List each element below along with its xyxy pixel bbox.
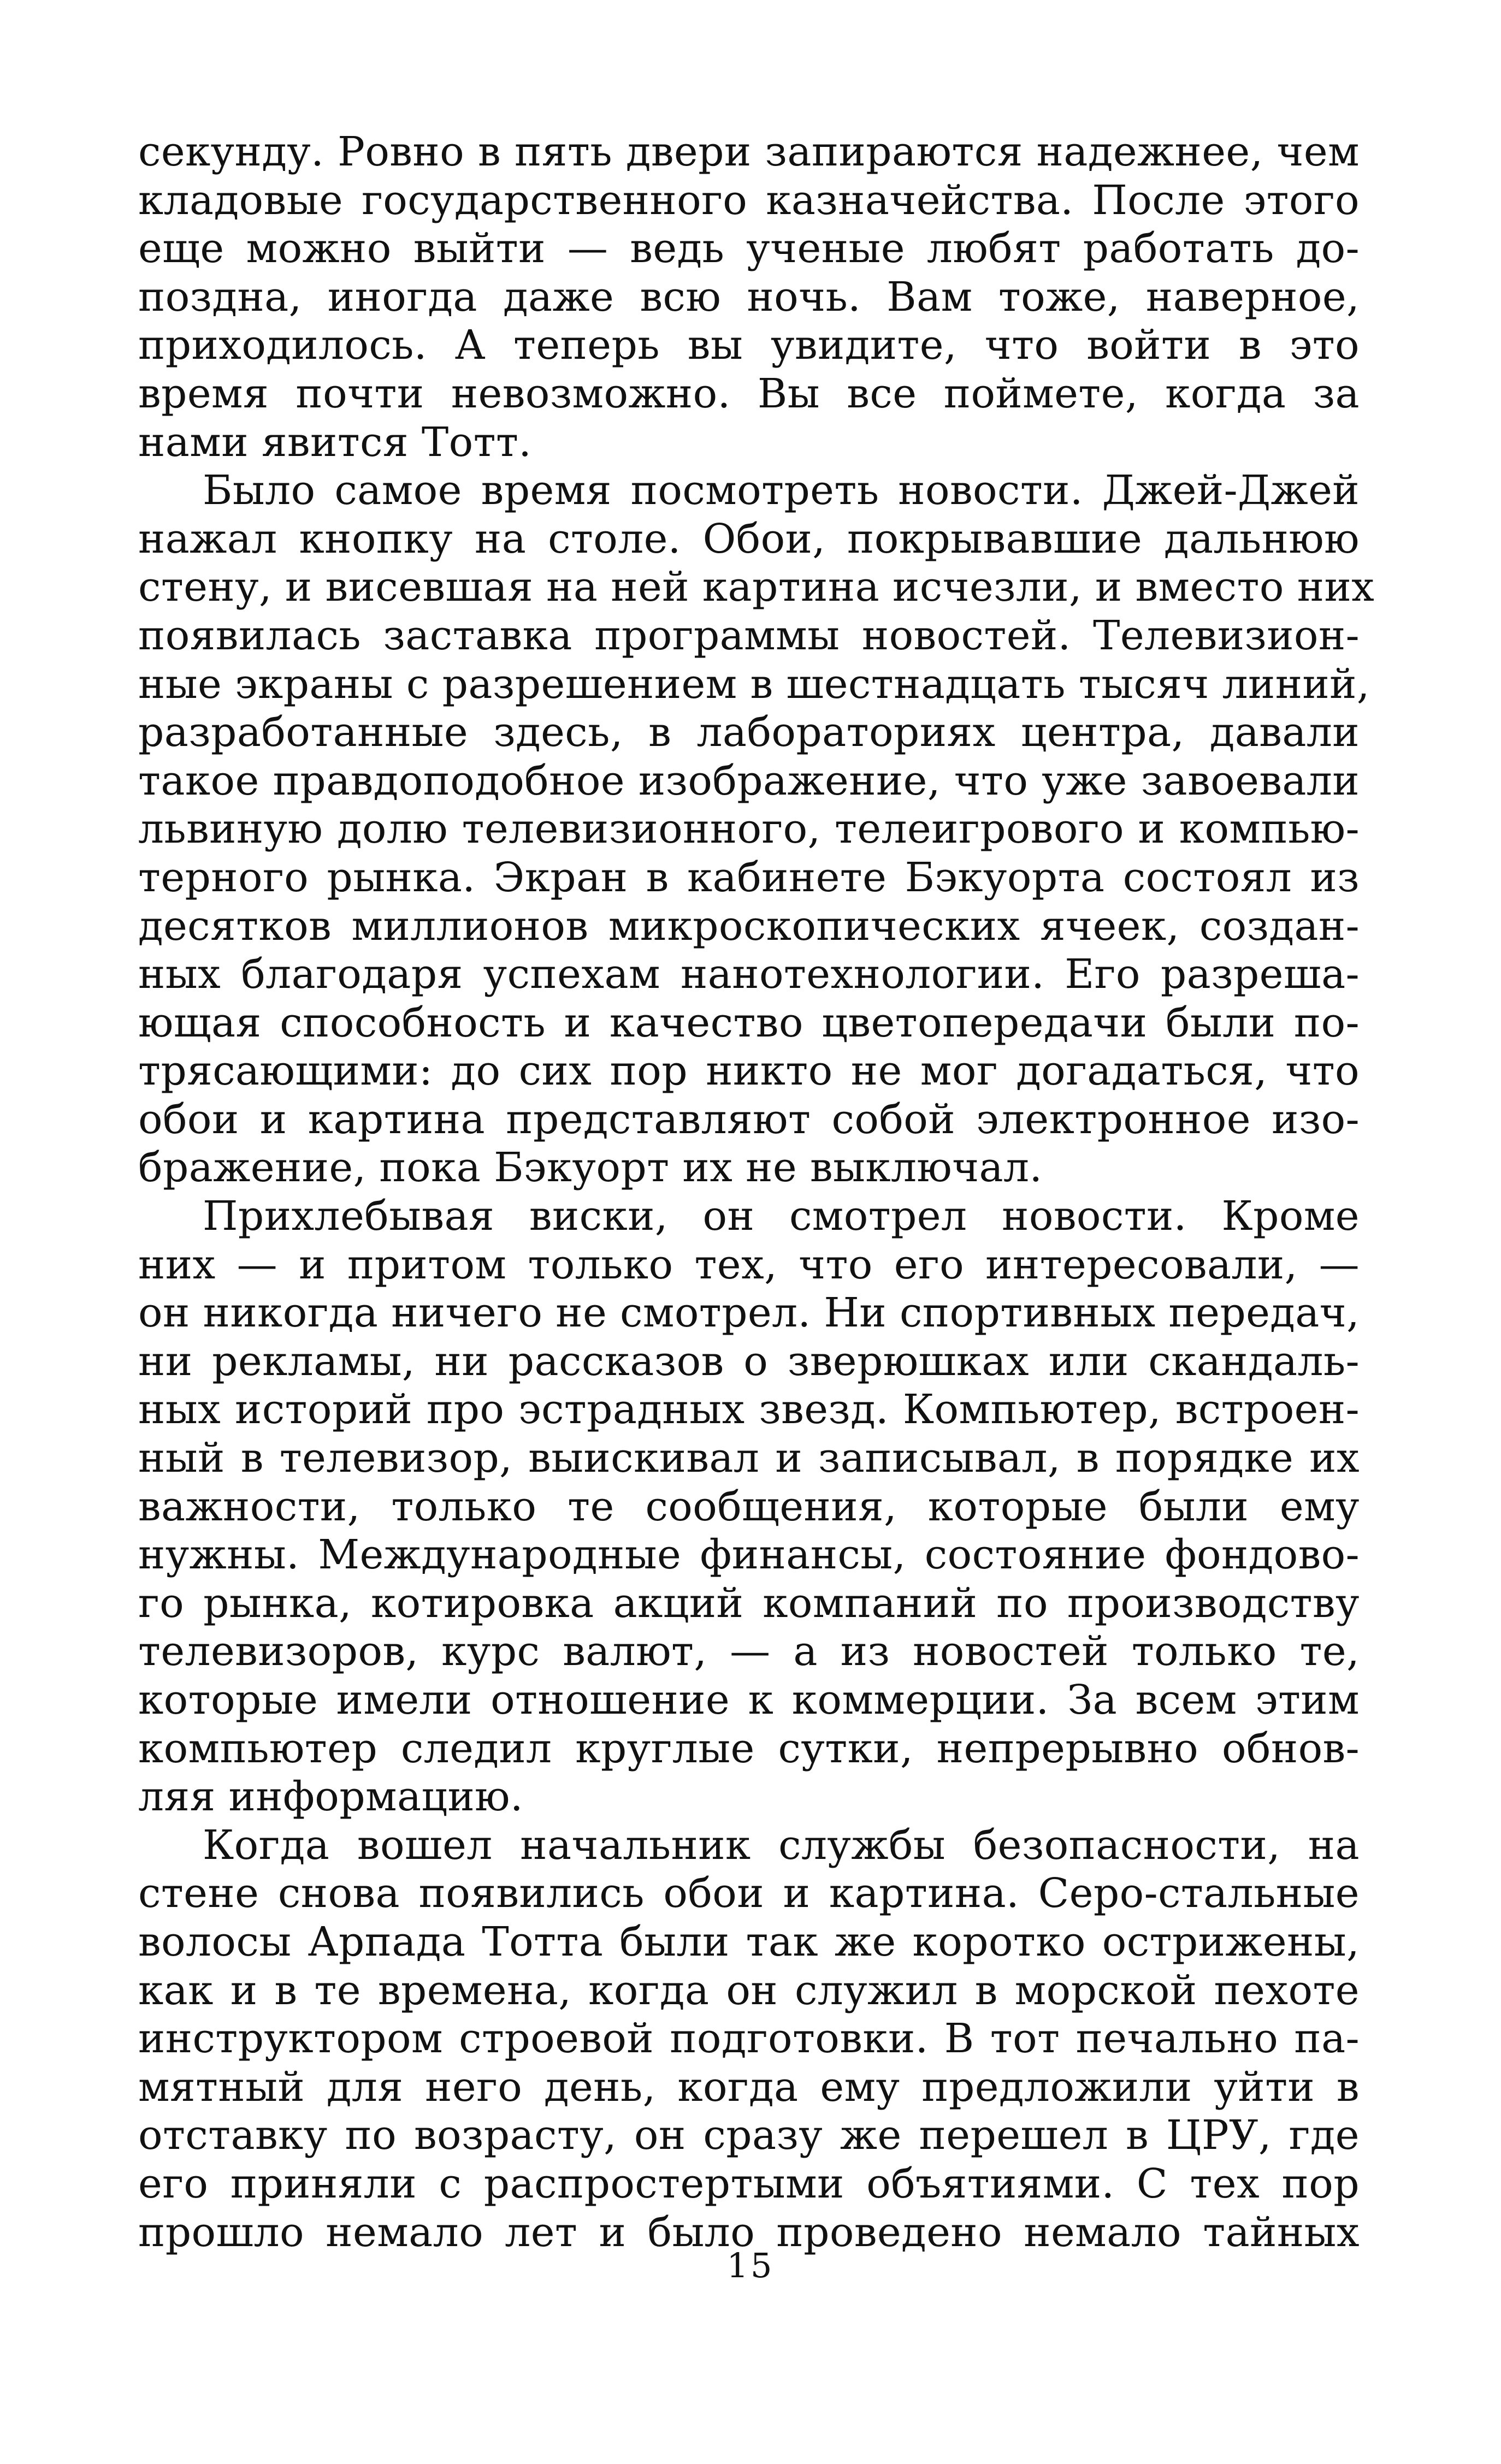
text-line: го рынка, котировка акций компаний по производству: [138, 1579, 1360, 1627]
text-line: мятный для него день, когда ему предложили уйти в: [138, 2063, 1360, 2111]
text-line: он никогда ничего не смотрел. Ни спортивных передач,: [138, 1289, 1360, 1337]
text-line: бражение, пока Бэкуорт их не выключал.: [138, 1144, 1043, 1192]
text-line: десятков миллионов микроскопических ячеек, создан-: [138, 902, 1360, 950]
text-line: ющая способность и качество цветопередачи были по-: [138, 999, 1360, 1046]
text-line: прошло немало лет и было проведено немало тайных: [138, 2208, 1360, 2256]
text-line: время почти невозможно. Вы все поймете, когда за: [138, 370, 1360, 417]
text-line: секунду. Ровно в пять двери запираются надежнее, чем: [138, 128, 1360, 175]
text-line: них — и притом только тех, что его интересовали, —: [138, 1241, 1360, 1288]
text-line: инструктором строевой подготовки. В тот печально па-: [138, 2015, 1360, 2063]
text-line: Когда вошел начальник службы безопасности, на: [203, 1821, 1360, 1869]
text-line: стене снова появились обои и картина. Серо-стальные: [138, 1870, 1360, 1917]
text-line: Прихлебывая виски, он смотрел новости. Кроме: [203, 1193, 1360, 1240]
text-line: ляя информацию.: [138, 1773, 523, 1821]
text-line: его приняли с распростертыми объятиями. С тех пор: [138, 2160, 1360, 2207]
text-line: важности, только те сообщения, которые были ему: [138, 1483, 1360, 1530]
text-line: ных историй про эстрадных звезд. Компьютер, встроен-: [138, 1386, 1360, 1434]
text-line: приходилось. А теперь вы увидите, что войти в это: [138, 322, 1360, 369]
text-line: телевизоров, курс валют, — а из новостей только те,: [138, 1628, 1360, 1675]
text-line: волосы Арпада Тотта были так же коротко острижены,: [138, 1918, 1360, 1965]
body-text: [138, 128, 1375, 2256]
page-number: 15: [726, 2246, 775, 2285]
text-line: обои и картина представляют собой электронное изо-: [138, 1095, 1360, 1143]
text-line: терного рынка. Экран в кабинете Бэкуорта состоял из: [138, 854, 1360, 901]
text-line: ных благодаря успехам нанотехнологии. Его разреша-: [138, 951, 1360, 998]
text-line: разработанные здесь, в лабораториях центра, давали: [138, 709, 1360, 756]
text-line: ные экраны с разрешением в шестнадцать тысяч линий,: [138, 660, 1370, 708]
text-line: ни рекламы, ни рассказов о зверюшках или скандаль-: [138, 1337, 1360, 1385]
text-line: еще можно выйти — ведь ученые любят работать до-: [138, 225, 1360, 273]
text-line: отставку по возрасту, он сразу же перешел в ЦРУ, где: [138, 2112, 1360, 2159]
text-line: компьютер следил круглые сутки, непрерывно обнов-: [138, 1725, 1360, 1772]
text-line: как и в те времена, когда он служил в морской пехоте: [138, 1967, 1360, 2014]
text-line: нужны. Международные финансы, состояние фондово-: [138, 1531, 1360, 1579]
text-line: кладовые государственного казначейства. После этого: [138, 176, 1360, 224]
text-line: трясающими: до сих пор никто не мог догадаться, что: [138, 1047, 1360, 1095]
text-line: стену, и висевшая на ней картина исчезли, и вместо них: [138, 564, 1375, 611]
text-line: которые имели отношение к коммерции. За всем этим: [138, 1677, 1360, 1723]
text-line: Было самое время посмотреть новости. Джей-Джей: [203, 467, 1360, 514]
text-line: поздна, иногда даже всю ночь. Вам тоже, наверное,: [138, 273, 1360, 321]
text-line: появилась заставка программы новостей. Телевизион-: [138, 612, 1360, 659]
text-line: львиную долю телевизионного, телеигрового и компью-: [138, 805, 1360, 853]
text-line: такое правдоподобное изображение, что уже завоевали: [138, 757, 1360, 804]
text-line: нами явится Тотт.: [138, 418, 532, 466]
text-line: нажал кнопку на столе. Обои, покрывавшие дальнюю: [138, 515, 1360, 562]
text-line: ный в телевизор, выискивал и записывал, в порядке их: [138, 1435, 1360, 1482]
